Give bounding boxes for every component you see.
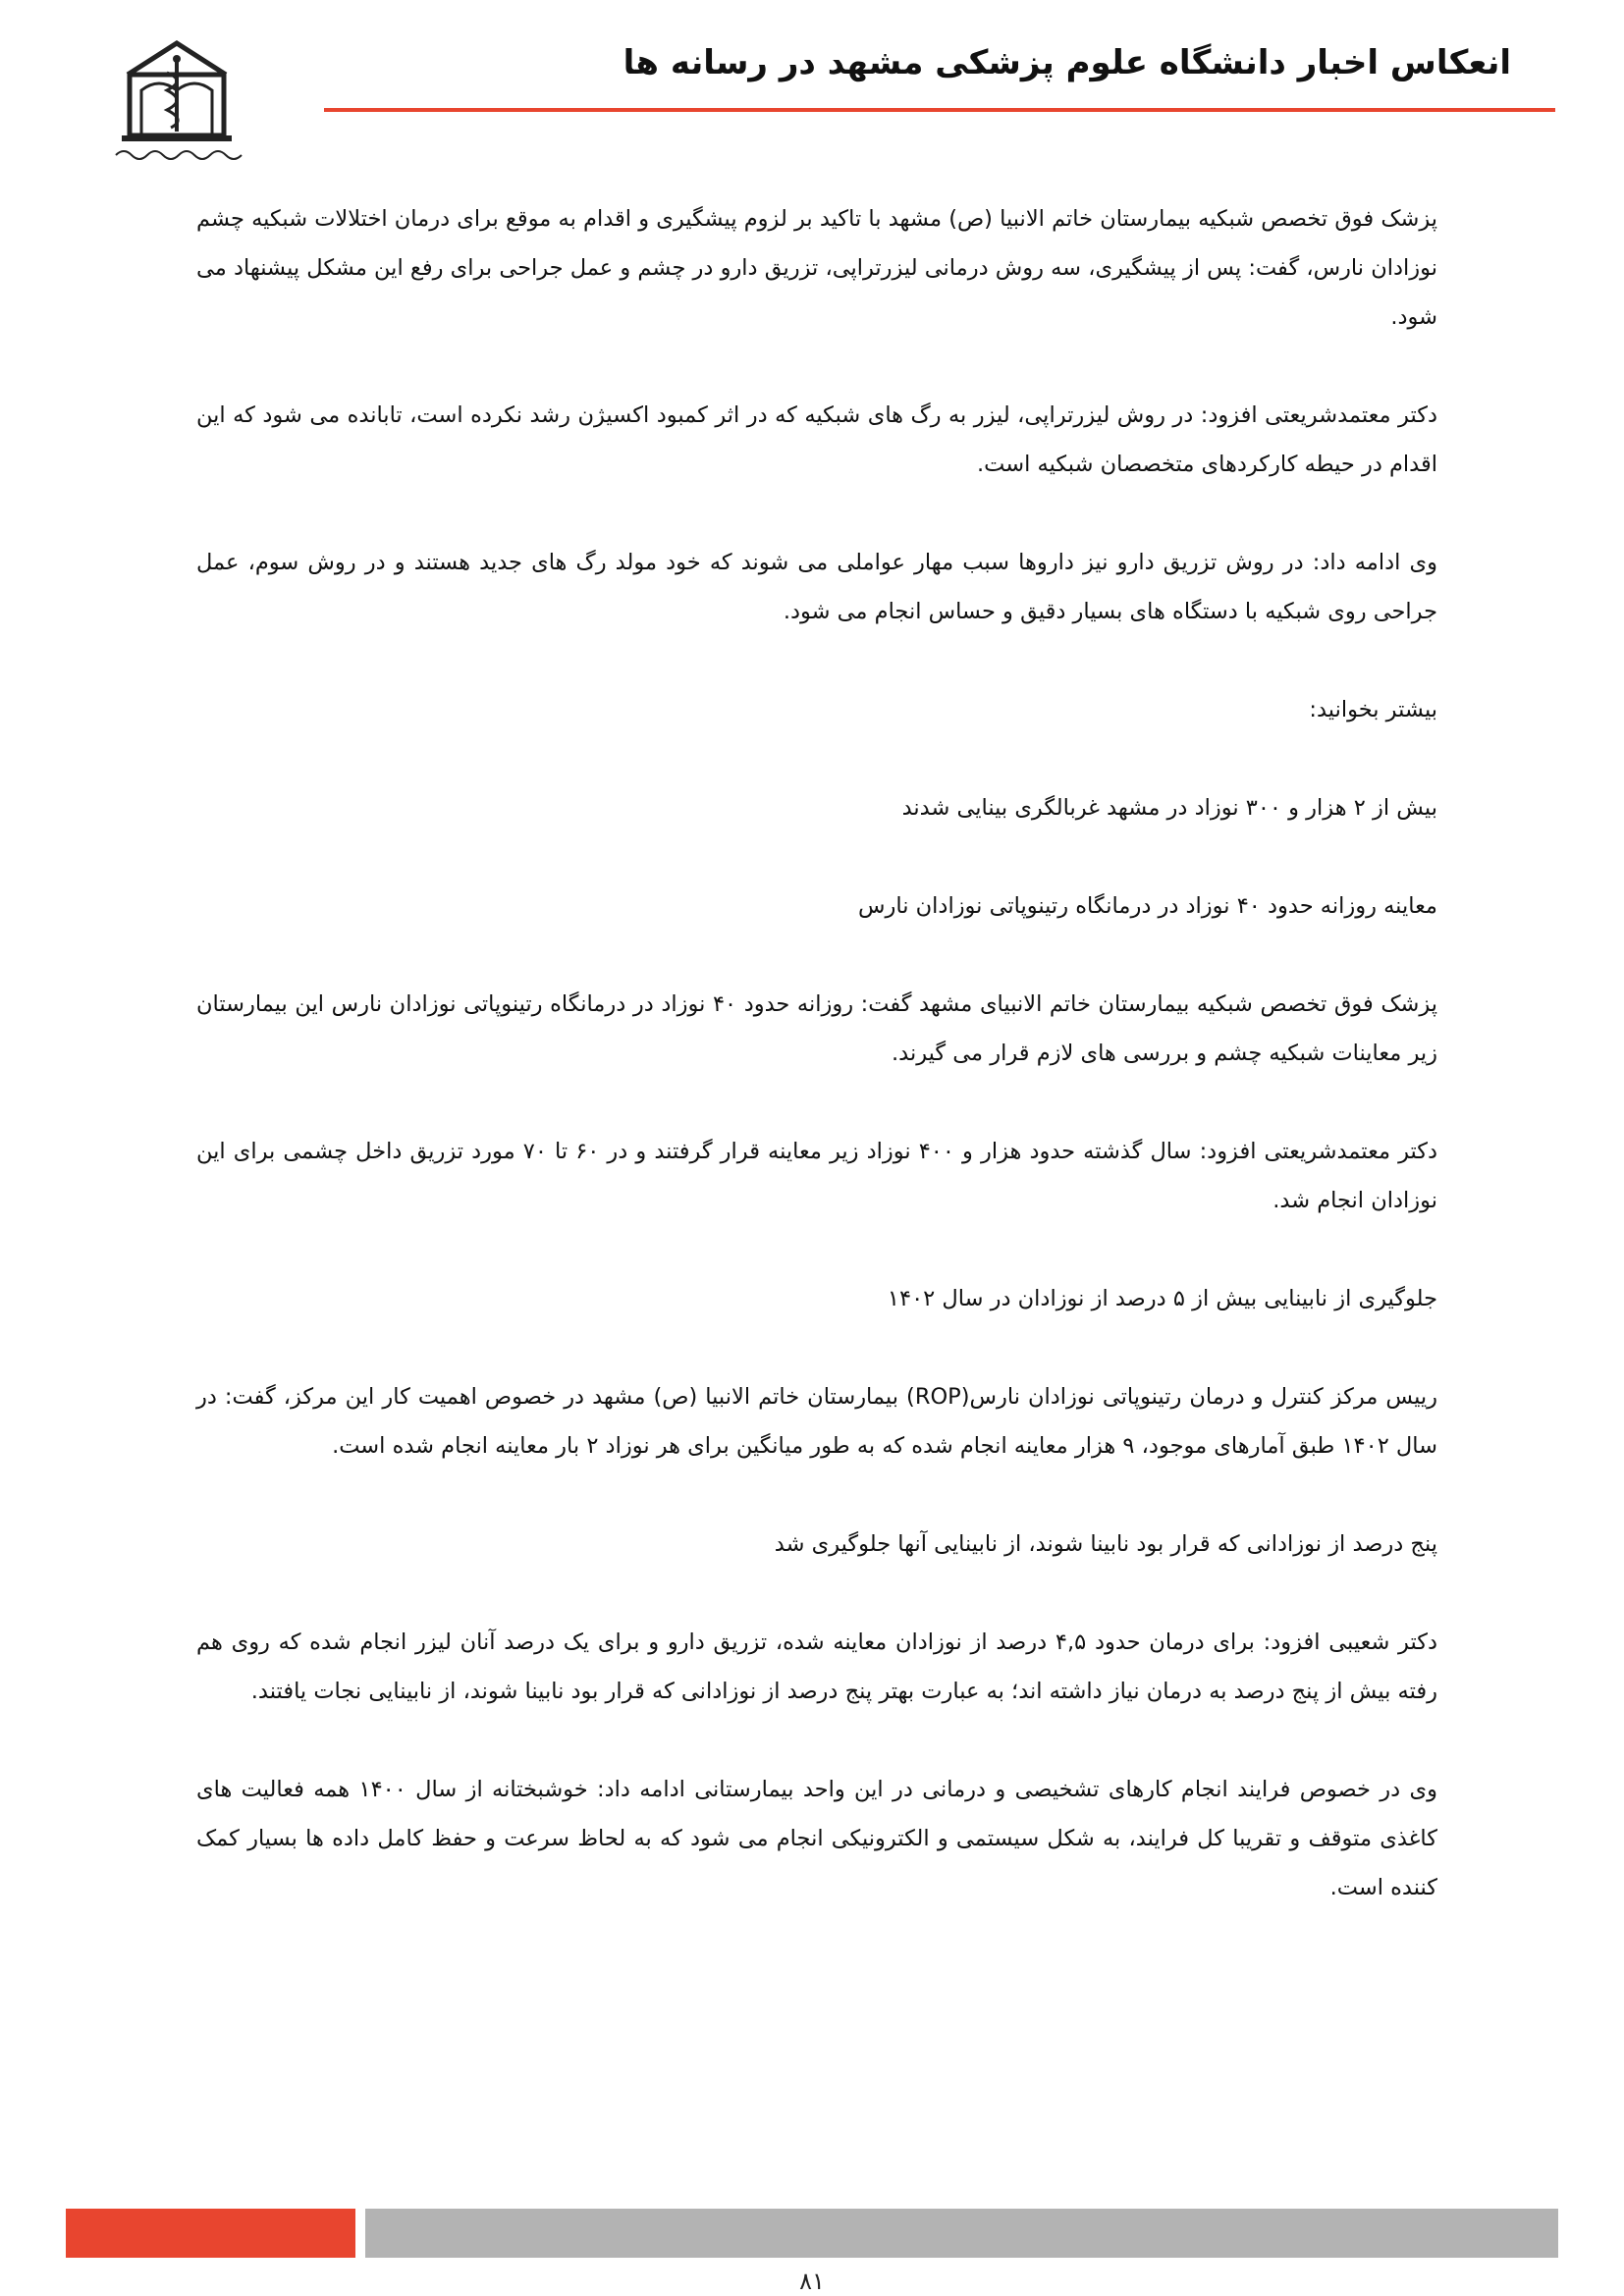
paragraph: پزشک فوق تخصص شبکیه بیمارستان خاتم الانبیا (ص) مشهد با تاکید بر لزوم پیشگیری و اقدام به موقع برای درمان اختلالات شبکیه چشم نوزادان نارس، گفت: پس از پیشگیری، سه روش درمانی لیزرتراپی، تزریق دارو در چشم و عمل جراحی برای رفع این مشکل پیشنهاد می شود. [196, 206, 1437, 330]
footer-bar [365, 2209, 1558, 2258]
section-heading: جلوگیری از نابینایی بیش از ۵ درصد از نوزادان در سال ۱۴۰۲ [887, 1286, 1437, 1311]
header-divider [324, 108, 1555, 112]
page-title: انعکاس اخبار دانشگاه علوم پزشکی مشهد در رسانه ها [623, 43, 1511, 82]
paragraph: وی ادامه داد: در روش تزریق دارو نیز داروها سبب مهار عواملی می شوند که خود مولد رگ های جدید هستند و در روش سوم، عمل جراحی روی شبکیه با دستگاه های بسیار دقیق و حساس انجام می شود. [196, 550, 1437, 624]
read-more-label: بیشتر بخوانید: [1309, 697, 1437, 722]
paragraph: پزشک فوق تخصص شبکیه بیمارستان خاتم الانبیای مشهد گفت: روزانه حدود ۴۰ نوزاد در درمانگاه رتینوپاتی نوزادان نارس این بیمارستان زیر معاینات شبکیه چشم و بررسی های لازم قرار می گیرند. [196, 991, 1437, 1066]
section-heading: پنج درصد از نوزادانی که قرار بود نابینا شوند، از نابینایی آنها جلوگیری شد [774, 1531, 1437, 1557]
related-headline: بیش از ۲ هزار و ۳۰۰ نوزاد در مشهد غربالگری بینایی شدند [901, 795, 1437, 821]
paragraph: دکتر معتمدشریعتی افزود: سال گذشته حدود هزار و ۴۰۰ نوزاد زیر معاینه قرار گرفتند و در ۶۰ تا ۷۰ مورد تزریق داخل چشمی برای این نوزادان انجام شد. [196, 1139, 1438, 1213]
article-body [196, 194, 1437, 1961]
section-heading: معاینه روزانه حدود ۴۰ نوزاد در درمانگاه رتینوپاتی نوزادان نارس [858, 893, 1437, 919]
paragraph: دکتر معتمدشریعتی افزود: در روش لیزرتراپی، لیزر به رگ های شبکیه که در اثر کمبود اکسیژن رشد نکرده است، تابانده می شود که این اقدام در حیطه کارکردهای متخصصان شبکیه است. [196, 402, 1437, 477]
page-number: ۸۱ [799, 2268, 825, 2295]
paragraph: دکتر شعیبی افزود: برای درمان حدود ۴,۵ درصد از نوزادان معاینه شده، تزریق دارو و برای یک درصد آنان لیزر انجام شده که روی هم رفته بیش از پنج درصد به درمان نیاز داشته اند؛ به عبارت بهتر پنج درصد از نوزادانی که قرار بود نابینا شوند، از نابینایی نجات یافتند. [196, 1629, 1437, 1704]
paragraph: وی در خصوص فرایند انجام کارهای تشخیصی و درمانی در این واحد بیمارستانی ادامه داد: خوشبختانه از سال ۱۴۰۰ همه فعالیت های کاغذی متوقف و تقریبا کل فرایند، به شکل سیستمی و الکترونیکی انجام می شود که به لحاظ سرعت و حفظ کامل داده ها بسیار کمک کننده است. [196, 1777, 1437, 1900]
footer-accent-bar [66, 2209, 355, 2258]
university-crest-icon [108, 29, 245, 167]
paragraph: رییس مرکز کنترل و درمان رتینوپاتی نوزادان نارس(ROP) بیمارستان خاتم الانبیا (ص) مشهد در خصوص اهمیت کار این مرکز، گفت: در سال ۱۴۰۲ طبق آمارهای موجود، ۹ هزار معاینه انجام شده که به طور میانگین برای هر نوزاد ۲ بار معاینه انجام شده است. [196, 1384, 1438, 1459]
